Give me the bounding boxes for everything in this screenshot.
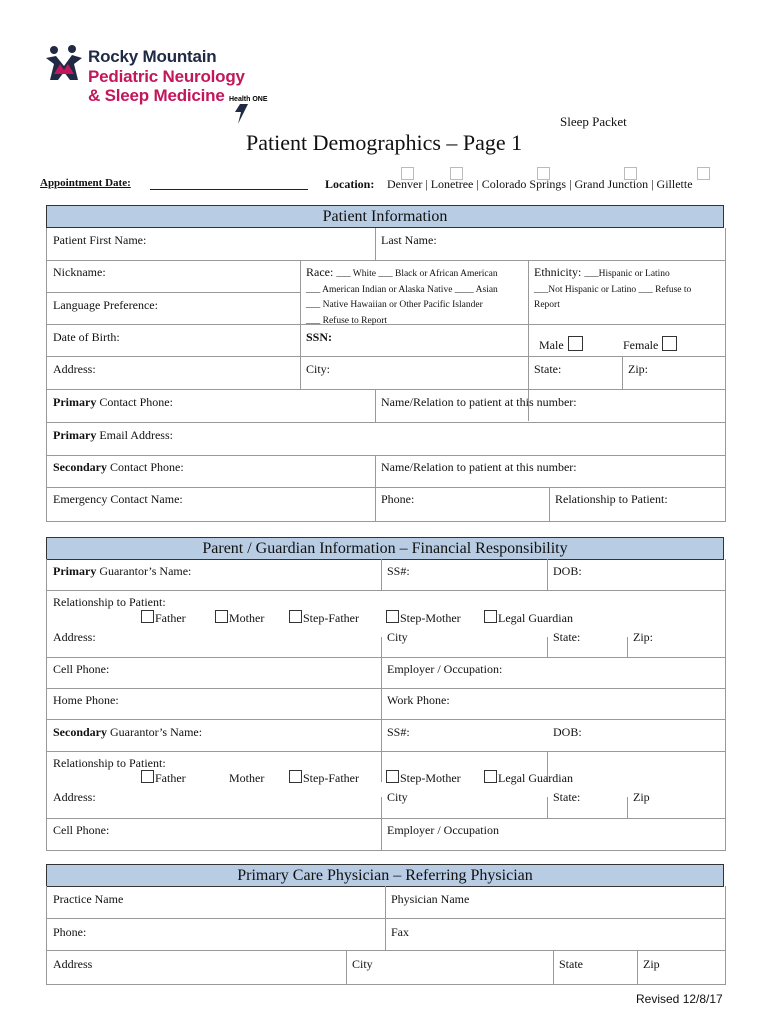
secondary-relationship-label: Relationship to Patient: bbox=[53, 756, 166, 770]
stepmother-checkbox[interactable] bbox=[386, 770, 399, 783]
first-name-field[interactable]: Patient First Name: bbox=[53, 233, 147, 247]
physician-address-field[interactable]: Address bbox=[53, 957, 93, 971]
legal-guardian-option[interactable] bbox=[484, 610, 573, 626]
healthone-logo-text: Health ONE bbox=[229, 96, 268, 103]
healthone-logo-icon bbox=[226, 94, 268, 126]
zip-field[interactable]: Zip: bbox=[628, 362, 648, 376]
secondary-relationship-options bbox=[141, 770, 573, 786]
race-options-1: ___ White ___ Black or African American bbox=[336, 269, 498, 279]
mother-option[interactable] bbox=[215, 770, 264, 786]
physician-grid bbox=[46, 886, 726, 985]
primary-address-field[interactable]: Address: bbox=[53, 630, 96, 644]
physician-state-field[interactable]: State bbox=[559, 957, 583, 971]
stepfather-option[interactable] bbox=[289, 770, 359, 786]
female-option[interactable] bbox=[617, 334, 677, 352]
race-field[interactable] bbox=[300, 263, 528, 327]
emergency-relationship-field[interactable]: Relationship to Patient: bbox=[555, 492, 668, 506]
race-options-3: ___ Native Hawaiian or Other Pacific Islander bbox=[306, 300, 483, 310]
father-label: Father bbox=[155, 611, 186, 625]
secondary-zip-field[interactable]: Zip bbox=[633, 790, 650, 804]
race-label: Race: bbox=[306, 265, 334, 279]
email-label: Email Address: bbox=[96, 428, 173, 442]
physician-zip-field[interactable]: Zip bbox=[643, 957, 660, 971]
physician-fax-field[interactable]: Fax bbox=[391, 925, 409, 939]
sleep-packet-label: Sleep Packet bbox=[560, 114, 627, 129]
father-checkbox[interactable] bbox=[141, 770, 154, 783]
secondary-guarantor-name-field[interactable] bbox=[47, 723, 202, 739]
male-option[interactable] bbox=[533, 334, 583, 352]
secondary-address-field[interactable]: Address: bbox=[53, 790, 96, 804]
primary-email-field[interactable] bbox=[47, 426, 173, 442]
legal-guardian-option[interactable] bbox=[484, 770, 573, 786]
primary-relationship-label: Relationship to Patient: bbox=[53, 595, 166, 609]
mother-label: Mother bbox=[229, 611, 265, 625]
stepfather-checkbox[interactable] bbox=[289, 770, 302, 783]
stepmother-option[interactable] bbox=[386, 610, 461, 626]
physician-city-field[interactable]: City bbox=[352, 957, 373, 971]
stepmother-label: Step-Mother bbox=[400, 771, 461, 785]
page-title: Patient Demographics – Page 1 bbox=[246, 130, 523, 155]
ethnicity-field[interactable] bbox=[528, 263, 724, 312]
secondary-contact-phone-field[interactable] bbox=[47, 458, 184, 474]
primary-cell-phone-field[interactable]: Cell Phone: bbox=[53, 662, 110, 676]
legal-guardian-checkbox[interactable] bbox=[484, 770, 497, 783]
primary-dob-field[interactable]: DOB: bbox=[553, 564, 582, 578]
stepmother-checkbox[interactable] bbox=[386, 610, 399, 623]
race-options-2: ___ American Indian or Alaska Native ____ Asian bbox=[306, 284, 498, 295]
secondary-cell-phone-field[interactable]: Cell Phone: bbox=[53, 823, 110, 837]
address-field[interactable]: Address: bbox=[53, 362, 96, 376]
logo-figure-icon bbox=[44, 44, 84, 84]
practice-name-field[interactable]: Practice Name bbox=[53, 892, 124, 906]
primary-city-field[interactable]: City bbox=[387, 630, 408, 644]
primary-word: Primary bbox=[53, 395, 97, 409]
location-label: Location: bbox=[325, 177, 375, 191]
secondary-name-relation-field[interactable]: Name/Relation to patient at this number: bbox=[381, 460, 577, 474]
secondary-ss-field[interactable]: SS#: bbox=[387, 725, 410, 739]
secondary-employer-field[interactable]: Employer / Occupation bbox=[387, 823, 499, 837]
appointment-date-field[interactable] bbox=[150, 189, 308, 190]
language-preference-field[interactable]: Language Preference: bbox=[53, 298, 158, 312]
secondary-city-field[interactable]: City bbox=[387, 790, 408, 804]
secondary-word: Secondary bbox=[53, 460, 107, 474]
logo-line-3: & Sleep Medicine bbox=[88, 86, 225, 105]
legal-guardian-label: Legal Guardian bbox=[498, 611, 573, 625]
emergency-phone-field[interactable]: Phone: bbox=[381, 492, 415, 506]
guardian-information-heading: Parent / Guardian Information – Financial Responsibility bbox=[46, 537, 724, 560]
primary-word: Primary bbox=[53, 564, 97, 578]
male-label: Male bbox=[539, 338, 564, 352]
stepfather-checkbox[interactable] bbox=[289, 610, 302, 623]
nickname-field[interactable]: Nickname: bbox=[53, 265, 106, 279]
father-label: Father bbox=[155, 771, 186, 785]
stepfather-label: Step-Father bbox=[303, 771, 359, 785]
location-checkbox-gillette[interactable] bbox=[697, 167, 710, 180]
primary-ss-field[interactable]: SS#: bbox=[387, 564, 410, 578]
date-of-birth-field[interactable]: Date of Birth: bbox=[53, 330, 120, 344]
male-checkbox[interactable] bbox=[568, 336, 583, 351]
primary-state-field[interactable]: State: bbox=[553, 630, 581, 644]
primary-relationship-options bbox=[141, 610, 573, 626]
mother-option[interactable] bbox=[215, 610, 264, 626]
primary-name-relation-field[interactable]: Name/Relation to patient at this number: bbox=[381, 395, 577, 409]
guarantor-name-label: Guarantor’s Name: bbox=[107, 725, 203, 739]
emergency-contact-name-field[interactable]: Emergency Contact Name: bbox=[53, 492, 183, 506]
physician-name-field[interactable]: Physician Name bbox=[391, 892, 470, 906]
legal-guardian-label: Legal Guardian bbox=[498, 771, 573, 785]
location-options: Denver | Lonetree | Colorado Springs | Grand Junction | Gillette bbox=[387, 177, 693, 191]
patient-information-grid bbox=[46, 228, 726, 522]
appointment-date-label: Appointment Date: bbox=[40, 177, 131, 189]
home-phone-field[interactable]: Home Phone: bbox=[53, 693, 119, 707]
primary-contact-phone-field[interactable] bbox=[47, 393, 173, 409]
state-field[interactable]: State: bbox=[534, 362, 562, 376]
contact-phone-label: Contact Phone: bbox=[96, 395, 173, 409]
work-phone-field[interactable]: Work Phone: bbox=[387, 693, 450, 707]
contact-phone-label: Contact Phone: bbox=[107, 460, 184, 474]
mother-checkbox[interactable] bbox=[215, 770, 228, 783]
ssn-field[interactable]: SSN: bbox=[306, 330, 333, 344]
physician-heading: Primary Care Physician – Referring Physician bbox=[46, 864, 724, 887]
female-checkbox[interactable] bbox=[662, 336, 677, 351]
ethnicity-options-3: Report bbox=[534, 300, 560, 310]
ethnicity-label: Ethnicity: bbox=[534, 265, 582, 279]
patient-information-heading: Patient Information bbox=[46, 205, 724, 228]
revision-date: Revised 12/8/17 bbox=[636, 992, 723, 1006]
secondary-word: Secondary bbox=[53, 725, 107, 739]
primary-employer-field[interactable]: Employer / Occupation: bbox=[387, 662, 503, 676]
female-label: Female bbox=[623, 338, 659, 352]
guardian-information-grid bbox=[46, 559, 726, 851]
ethnicity-options-2: ___Not Hispanic or Latino ___ Refuse to bbox=[534, 284, 692, 295]
race-options-4: ___ Refuse to Report bbox=[306, 315, 388, 326]
mother-checkbox[interactable] bbox=[215, 610, 228, 623]
stepfather-label: Step-Father bbox=[303, 611, 359, 625]
legal-guardian-checkbox[interactable] bbox=[484, 610, 497, 623]
logo-line-2: Pediatric Neurology bbox=[88, 67, 245, 86]
stepmother-label: Step-Mother bbox=[400, 611, 461, 625]
father-option[interactable] bbox=[141, 611, 186, 625]
ethnicity-options-1: ___Hispanic or Latino bbox=[584, 269, 670, 279]
secondary-dob-field[interactable]: DOB: bbox=[553, 725, 582, 739]
father-checkbox[interactable] bbox=[141, 610, 154, 623]
primary-guarantor-name-field[interactable] bbox=[47, 562, 191, 578]
mother-label: Mother bbox=[229, 771, 265, 785]
last-name-field[interactable]: Last Name: bbox=[381, 233, 437, 247]
father-option[interactable] bbox=[141, 771, 186, 785]
stepmother-option[interactable] bbox=[386, 770, 461, 786]
guarantor-name-label: Guarantor’s Name: bbox=[96, 564, 192, 578]
primary-word: Primary bbox=[53, 428, 97, 442]
stepfather-option[interactable] bbox=[289, 610, 359, 626]
physician-phone-field[interactable]: Phone: bbox=[53, 925, 87, 939]
primary-zip-field[interactable]: Zip: bbox=[633, 630, 653, 644]
city-field[interactable]: City: bbox=[306, 362, 331, 376]
secondary-state-field[interactable]: State: bbox=[553, 790, 581, 804]
logo-line-1: Rocky Mountain bbox=[88, 47, 217, 66]
